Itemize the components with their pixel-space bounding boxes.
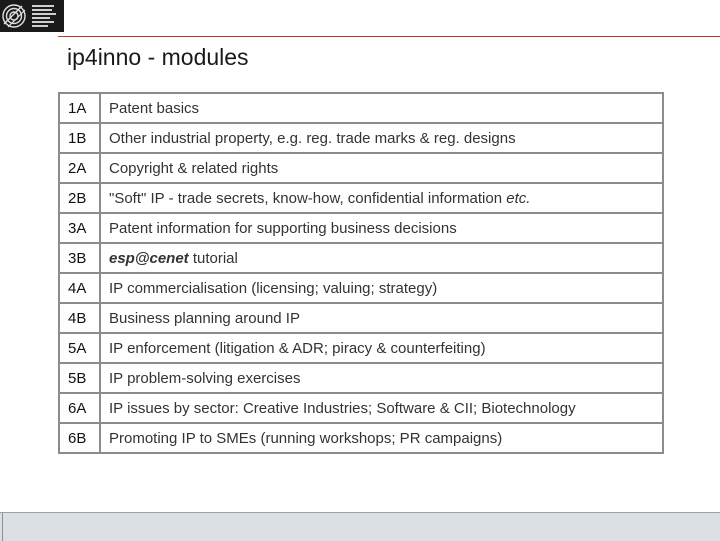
module-description [100,123,663,153]
module-description-text: esp@cenet [109,249,189,267]
table-row [59,393,663,423]
module-description [100,183,663,213]
module-code: 2B [59,183,100,213]
module-code: 5A [59,333,100,363]
table-row [59,153,663,183]
module-description-text: "Soft" IP - trade secrets, know-how, confidential information [109,189,507,207]
module-description-text: IP issues by sector: Creative Industries; Software & CII; Biotechnology [109,399,576,417]
module-description-text: tutorial [188,249,238,267]
table-row [59,333,663,363]
logo-wordmark [32,5,56,27]
spiral-emblem-icon [0,2,28,30]
module-code: 6A [59,393,100,423]
page-title: ip4inno - modules [67,44,249,70]
table-row [59,273,663,303]
table-row [59,243,663,273]
footer-bar [0,512,720,541]
module-code: 2A [59,153,100,183]
module-description [100,303,663,333]
table-row [59,213,663,243]
module-code: 4A [59,273,100,303]
module-description-text: IP commercialisation (licensing; valuing; strategy) [109,279,438,297]
module-description-text: Business planning around IP [109,309,300,327]
module-description [100,363,663,393]
module-description [100,423,663,453]
footer-divider [2,513,3,541]
module-code: 3B [59,243,100,273]
module-code: 3A [59,213,100,243]
module-description-text: etc. [506,189,531,207]
module-description [100,93,663,123]
module-description-text: IP enforcement (litigation & ADR; piracy & counterfeiting) [109,339,486,357]
module-code: 4B [59,303,100,333]
module-description-text: Other industrial property, e.g. reg. trade marks & reg. designs [109,129,516,147]
header-divider [58,36,720,37]
module-description [100,153,663,183]
module-description-text: Patent information for supporting business decisions [109,219,457,237]
table-row [59,423,663,453]
module-code: 1B [59,123,100,153]
table-row [59,183,663,213]
module-code: 1A [59,93,100,123]
organization-logo-icon [0,0,64,32]
module-description [100,213,663,243]
module-description [100,243,663,273]
table-row [59,303,663,333]
table-row [59,123,663,153]
module-description-text: IP problem-solving exercises [109,369,301,387]
module-description [100,393,663,423]
modules-table [58,92,664,454]
table-row [59,93,663,123]
module-description-text: Patent basics [109,99,200,117]
module-description [100,273,663,303]
module-code: 5B [59,363,100,393]
module-code: 6B [59,423,100,453]
module-description [100,333,663,363]
modules-table-body [59,93,663,453]
table-row [59,363,663,393]
module-description-text: Promoting IP to SMEs (running workshops; PR campaigns) [109,429,503,447]
module-description-text: Copyright & related rights [109,159,279,177]
